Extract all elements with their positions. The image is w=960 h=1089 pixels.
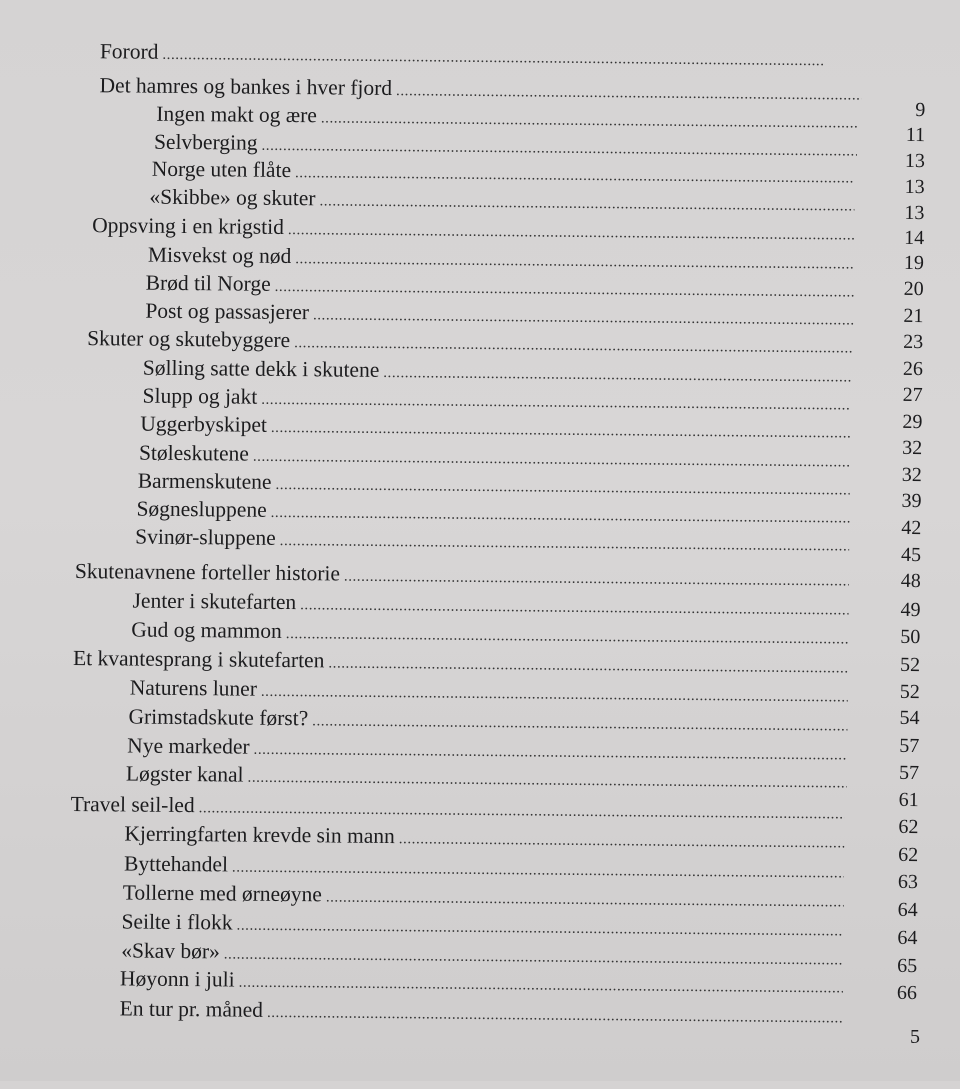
toc-entry-title: Støleskutene	[138, 440, 250, 466]
toc-page-number: 61	[898, 788, 919, 812]
toc-entry-title: Uggerbyskipet	[140, 411, 268, 437]
toc-entry-title: Høyonn i juli	[119, 966, 235, 992]
toc-entry-title: Forord	[99, 39, 159, 64]
toc-entry-title: Seilte i flokk	[121, 909, 233, 935]
toc-entry-title: Kjerringfarten krevde sin mann	[124, 821, 395, 849]
toc-page-number: 57	[898, 761, 920, 785]
toc-entry-title: Løgster kanal	[125, 761, 244, 787]
toc-entry-title: Nye markeder	[127, 733, 250, 759]
toc-entry-title: Skuter og skutebyggere	[87, 326, 291, 353]
toc-page-number: 39	[901, 489, 922, 513]
toc-page-number: 49	[900, 598, 921, 622]
toc-page-number: 45	[900, 543, 922, 567]
toc-page-number: 42	[901, 516, 922, 540]
toc-page-number: 54	[899, 706, 920, 730]
toc-page-number: 64	[897, 926, 918, 950]
toc-entry-title: Svinør-sluppene	[135, 524, 276, 550]
toc-entry-title: Skutenavnene forteller historie	[74, 558, 341, 586]
toc-entry-title: Slupp og jakt	[142, 383, 258, 409]
toc-page-number: 52	[899, 680, 920, 704]
toc-entry	[100, 36, 862, 73]
toc-page-number: 13	[904, 201, 925, 225]
toc-page-number: 19	[903, 251, 925, 275]
toc-page-number: 63	[897, 870, 919, 894]
toc-entry-title: Ingen makt og ære	[156, 101, 318, 128]
toc-entry-title: «Skibbe» og skuter	[149, 184, 316, 211]
toc-page-number: 62	[898, 815, 919, 839]
toc-page-number: 27	[902, 383, 923, 407]
toc-entry-title: Byttehandel	[123, 851, 229, 877]
toc-page-number: 14	[904, 226, 925, 250]
toc-page-number: 50	[900, 625, 921, 649]
toc-entry-title: Naturens luner	[129, 675, 258, 701]
footer-page-number: 5	[910, 1026, 920, 1048]
toc-page-number: 23	[903, 330, 924, 354]
dot-leader	[267, 998, 843, 1034]
toc-entry-title: En tur pr. måned	[119, 996, 264, 1022]
toc-page-number: 32	[901, 463, 922, 487]
toc-page-number: 13	[904, 149, 925, 173]
toc-page-number: 29	[902, 410, 923, 434]
toc-entry-title: Travel seil-led	[70, 791, 195, 818]
toc-page-number: 65	[897, 954, 918, 978]
toc-page-number: 26	[902, 357, 923, 381]
toc-page-number: 13	[904, 175, 925, 199]
toc-entry-title: Brød til Norge	[145, 270, 271, 296]
toc-entry-title: Oppsving i en krigstid	[92, 213, 285, 239]
toc-page-number: 21	[903, 304, 924, 328]
dot-leader	[280, 526, 850, 561]
toc-page-number: 48	[900, 569, 921, 593]
toc-entry	[120, 993, 843, 1030]
toc-entry-title: Misvekst og nød	[147, 242, 292, 269]
toc-entry-title: Et kvantesprang i skutefarten	[72, 645, 325, 673]
toc-page-number: 57	[899, 734, 920, 758]
toc-entry-title: Gud og mammon	[131, 617, 282, 643]
toc-entry-title: Det hamres og bankes i hver fjord	[99, 73, 393, 100]
toc-entry-title: Jenter i skutefarten	[132, 588, 297, 615]
toc-entry-title: «Skav bør»	[121, 938, 220, 964]
toc-entry-title: Grimstadskute først?	[128, 704, 309, 731]
toc-page-number: 9	[915, 99, 926, 122]
toc-entry-title: Norge uten flåte	[151, 156, 292, 183]
toc-page-number: 52	[899, 653, 921, 677]
toc-entry-title: Post og passasjerer	[145, 298, 310, 325]
toc-entry-title: Sølling satte dekk i skutene	[142, 355, 380, 382]
toc-entry-title: Tollerne med ørneøyne	[122, 880, 323, 907]
toc-page-number: 62	[898, 843, 919, 867]
toc-page-number: 32	[902, 436, 923, 460]
toc-entry	[135, 522, 849, 559]
toc-page-number: 11	[905, 123, 926, 147]
toc-page-number: 64	[897, 898, 918, 922]
toc-entry-title: Selvberging	[153, 129, 258, 155]
toc-page-number: 20	[903, 277, 924, 301]
toc-entry-title: Barmenskutene	[137, 468, 272, 494]
toc-entry-title: Søgnesluppene	[136, 496, 267, 522]
toc-page-number: 66	[896, 981, 917, 1005]
